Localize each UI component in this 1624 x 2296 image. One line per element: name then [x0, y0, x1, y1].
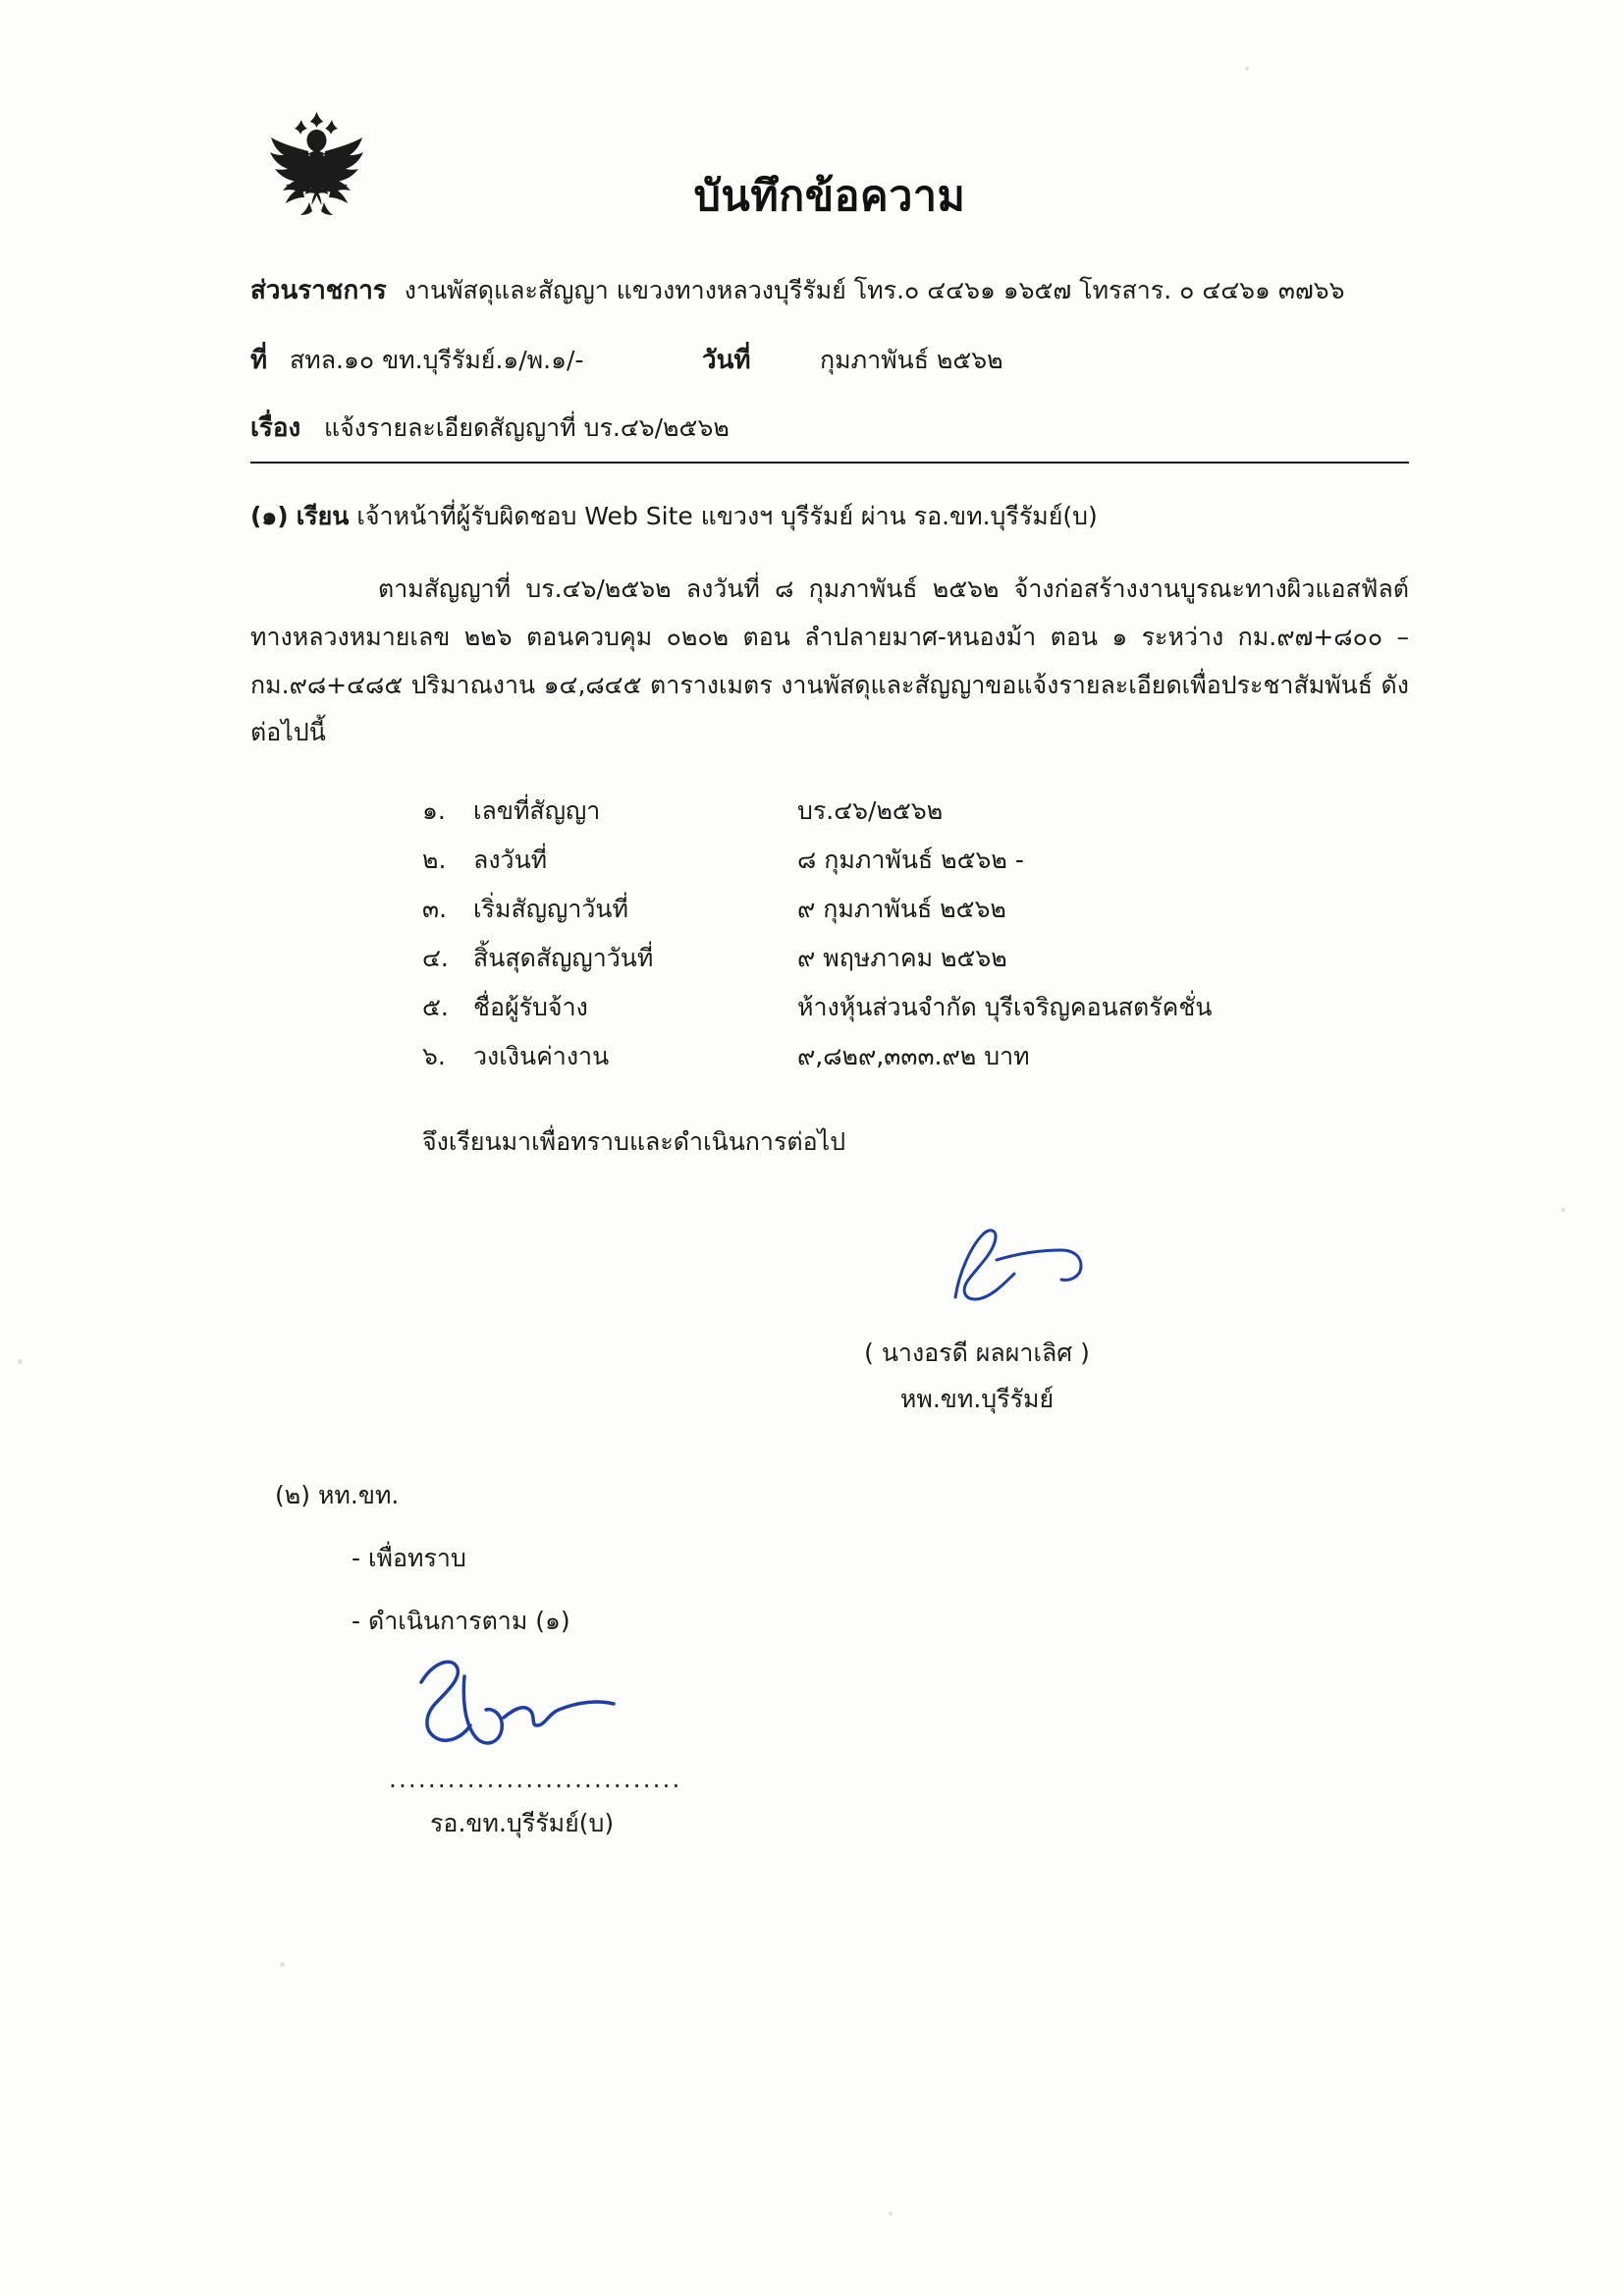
item-label: วงเงินค่างาน [473, 1042, 610, 1070]
item-label: เลขที่สัญญา [473, 796, 601, 825]
item-value: บร.๔๖/๒๕๖๒ [797, 796, 944, 825]
addressee-marker: (๑) [250, 502, 289, 530]
details-list [422, 787, 1409, 1081]
signature-dotted-line: .............................. [389, 1765, 682, 1793]
field-agency [250, 270, 1409, 310]
agency-label: ส่วนราชการ [250, 276, 387, 305]
page-title: บันทึกข้อความ [693, 172, 966, 221]
scan-speckle [1245, 67, 1249, 71]
item-label: ชื่อผู้รับจ้าง [473, 993, 588, 1021]
list-item [422, 1032, 1409, 1081]
date-value: กุมภาพันธ์ ๒๕๖๒ [820, 346, 1003, 374]
document-header [250, 108, 1409, 241]
item-number: ๓. [422, 895, 448, 923]
item-value: ๘ กุมภาพันธ์ ๒๕๖๒ - [797, 846, 1024, 874]
subject-value: แจ้งรายละเอียดสัญญาที่ บร.๔๖/๒๕๖๒ [324, 413, 730, 442]
addressee-label: เรียน [296, 502, 350, 530]
item-value: ๙ กุมภาพันธ์ ๒๕๖๒ [797, 895, 1006, 923]
item-label: ลงวันที่ [473, 846, 548, 874]
handwritten-signature-2-icon [406, 1653, 631, 1761]
handwritten-signature-icon [938, 1221, 1114, 1314]
section-two-signature-block [352, 1659, 1409, 1837]
section-two-title: หท.ขท. [317, 1481, 400, 1509]
list-item [422, 836, 1409, 885]
section-two-head [275, 1476, 1409, 1515]
field-number-and-date [250, 340, 1409, 380]
section-two-sub-1: - เพื่อทราบ [352, 1544, 466, 1572]
item-value: ๙,๘๒๙,๓๓๓.๙๒ บาท [797, 1042, 1030, 1070]
list-item [422, 885, 1409, 934]
item-number: ๔. [422, 944, 449, 972]
field-subject [250, 408, 1409, 448]
item-number: ๖. [422, 1042, 446, 1070]
item-value: ๙ พฤษภาคม ๒๕๖๒ [797, 944, 1007, 972]
item-label: สิ้นสุดสัญญาวันที่ [473, 944, 654, 972]
signer-name: ( นางอรดี ผลผาเลิศ ) [864, 1339, 1090, 1367]
addressee-line [250, 497, 1409, 536]
agency-value: งานพัสดุและสัญญา แขวงทางหลวงบุรีรัมย์ โทร.๐ ๔๔๖๑ ๑๖๕๗ โทรสาร. ๐ ๔๔๖๑ ๓๗๖๖ [404, 276, 1345, 304]
section-two-signer-position: รอ.ขท.บุรีรัมย์(บ) [430, 1809, 615, 1837]
item-value: ห้างหุ้นส่วนจำกัด บุรีเจริญคอนสตรัคชั่น [797, 993, 1213, 1021]
header-divider [250, 462, 1409, 464]
list-item [422, 787, 1409, 836]
list-item [422, 934, 1409, 983]
scan-speckle [889, 2212, 893, 2215]
scan-speckle [280, 1962, 285, 1967]
item-number: ๕. [422, 993, 449, 1021]
scan-speckle [1561, 1208, 1565, 1212]
item-number: ๑. [422, 796, 446, 825]
section-two [275, 1476, 1409, 1837]
item-label: เริ่มสัญญาวันที่ [473, 895, 628, 923]
number-label: ที่ [250, 346, 268, 375]
item-number: ๒. [422, 846, 447, 874]
closing-line: จึงเรียนมาเพื่อทราบและดำเนินการต่อไป [422, 1127, 846, 1156]
section-two-sub-2: - ดำเนินการตาม (๑) [352, 1607, 570, 1635]
addressee-value: เจ้าหน้าที่ผู้รับผิดชอบ Web Site แขวงฯ บุรีรัมย์ ผ่าน รอ.ขท.บุรีรัมย์(บ) [356, 502, 1098, 530]
list-item [422, 983, 1409, 1032]
date-label: วันที่ [702, 346, 751, 375]
subject-label: เรื่อง [250, 413, 301, 443]
signer-position: หพ.ขท.บุรีรัมย์ [899, 1385, 1055, 1413]
body-paragraph: ตามสัญญาที่ บร.๔๖/๒๕๖๒ ลงวันที่ ๘ กุมภาพันธ์ ๒๕๖๒ จ้างก่อสร้างงานบูรณะทางผิวแอสฟัลต์ ทางหลวงหมายเลข ๒๒๖ ตอนควบคุม ๐๒๐๒ ตอน ลำปลายมาศ-หนองม้า ตอน ๑ ระหว่าง กม.๙๗+๘๐๐ – กม.๙๘+๔๘๕ ปริมาณงาน ๑๔,๘๔๕ ตารางเมตร งานพัสดุและสัญญาขอแจ้งรายละเอียดเพื่อประชาสัมพันธ์ ดังต่อไปนี้ [250, 574, 1409, 747]
signature-block [250, 1250, 1409, 1417]
number-value: สทล.๑๐ ขท.บุรีรัมย์.๑/พ.๑/- [290, 346, 584, 374]
section-two-marker: (๒) [275, 1481, 310, 1509]
scan-speckle [18, 1359, 23, 1364]
document-body [250, 108, 1409, 1837]
